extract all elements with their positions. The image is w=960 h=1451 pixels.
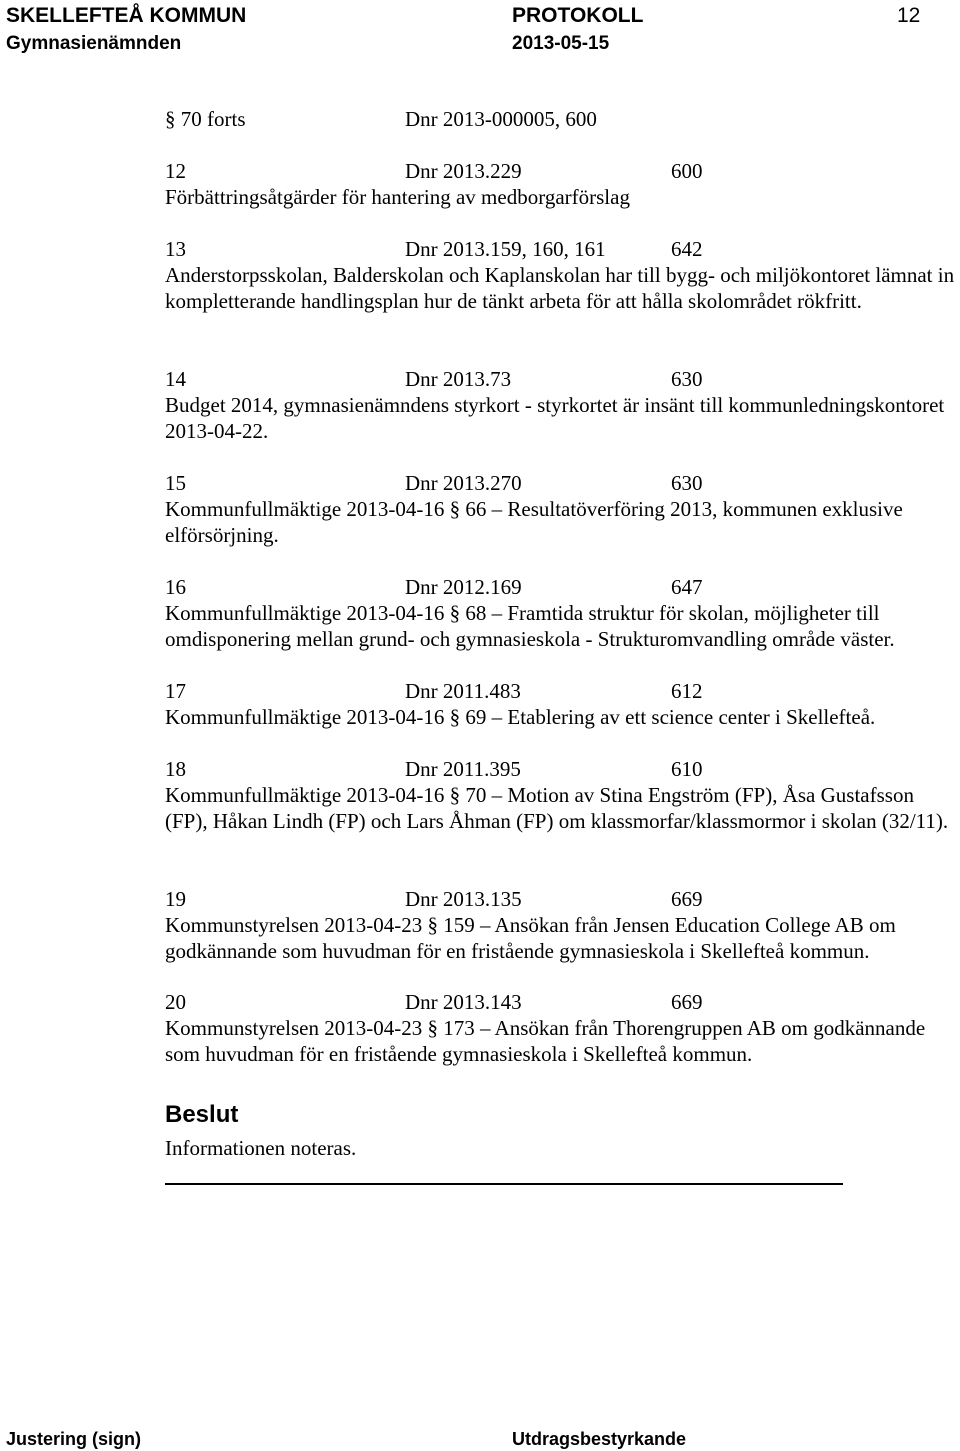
- list-item: [165, 886, 955, 964]
- item-code: 642: [671, 237, 703, 261]
- divider: [165, 1183, 843, 1185]
- item-dnr: Dnr 2013.159, 160, 161: [405, 237, 606, 261]
- item-number: 19: [165, 887, 186, 911]
- item-text: Budget 2014, gymnasienämndens styrkort - styrkortet är insänt till kommunledningskontoret 2013-04-22.: [165, 393, 945, 443]
- footer-justering: Justering (sign): [6, 1429, 142, 1449]
- item-code: 612: [671, 679, 703, 703]
- item-text: Kommunfullmäktige 2013-04-16 § 69 – Etablering av ett science center i Skellefteå.: [165, 705, 876, 729]
- continuation-text: 70 forts: [180, 107, 246, 131]
- org-name: SKELLEFTEÅ KOMMUN: [6, 4, 247, 27]
- list-item: [165, 158, 955, 210]
- list-item: [165, 989, 955, 1067]
- item-text: Kommunstyrelsen 2013-04-23 § 159 – Ansökan från Jensen Education College AB om godkännande som huvudman för en fristående gymnasieskola i Skellefteå kommun.: [165, 913, 896, 963]
- item-number: 15: [165, 471, 186, 495]
- item-code: 600: [671, 159, 703, 183]
- item-number: 18: [165, 757, 186, 781]
- footer-utdragsbestyrkande: Utdragsbestyrkande: [512, 1429, 687, 1449]
- item-text: Anderstorpsskolan, Balderskolan och Kaplanskolan har till bygg- och miljökontoret lämnat in kompletterande handlingsplan hur de tänkt arbeta för att hålla skolområdet rökfritt.: [165, 263, 955, 313]
- item-dnr: Dnr 2011.395: [405, 757, 521, 781]
- item-code: 669: [671, 887, 703, 911]
- item-dnr: Dnr 2013.270: [405, 471, 522, 495]
- item-dnr: Dnr 2011.483: [405, 679, 521, 703]
- item-number: 16: [165, 575, 186, 599]
- item-text: Kommunfullmäktige 2013-04-16 § 68 – Framtida struktur för skolan, möjligheter till omdisponering mellan grund- och gymnasieskola - Strukturomvandling område väster.: [165, 601, 895, 651]
- item-dnr: Dnr 2013.135: [405, 887, 522, 911]
- item-dnr: Dnr 2013.229: [405, 159, 522, 183]
- beslut-text: Informationen noteras.: [165, 1136, 357, 1160]
- item-text: Förbättringsåtgärder för hantering av medborgarförslag: [165, 185, 630, 209]
- list-item: [165, 470, 955, 548]
- item-number: 12: [165, 159, 186, 183]
- list-item: [165, 236, 955, 314]
- item-code: 669: [671, 990, 703, 1014]
- list-item: [165, 366, 955, 444]
- protocol-date: 2013-05-15: [512, 33, 610, 54]
- item-number: 20: [165, 990, 186, 1014]
- item-code: 610: [671, 757, 703, 781]
- item-text: Kommunfullmäktige 2013-04-16 § 70 – Motion av Stina Engström (FP), Åsa Gustafsson (FP), Håkan Lindh (FP) och Lars Åhman (FP) om klassmorfar/klassmormor i skolan (32/11).: [165, 783, 949, 833]
- item-code: 630: [671, 471, 703, 495]
- committee-name: Gymnasienämnden: [6, 33, 182, 54]
- list-item: [165, 756, 955, 834]
- continuation-label: [165, 106, 246, 132]
- doc-type: PROTOKOLL: [512, 4, 644, 27]
- list-item: [165, 678, 955, 730]
- item-dnr: Dnr 2013.143: [405, 990, 522, 1014]
- item-number: 17: [165, 679, 186, 703]
- continuation-dnr: Dnr 2013-000005, 600: [405, 107, 597, 131]
- section-sign: §: [165, 107, 176, 131]
- page-number: 12: [897, 4, 921, 27]
- item-text: Kommunfullmäktige 2013-04-16 § 66 – Resultatöverföring 2013, kommunen exklusive elförsörjning.: [165, 497, 903, 547]
- item-dnr: Dnr 2012.169: [405, 575, 522, 599]
- item-code: 630: [671, 367, 703, 391]
- item-text: Kommunstyrelsen 2013-04-23 § 173 – Ansökan från Thorengruppen AB om godkännande som huvudman för en fristående gymnasieskola i Skellefteå kommun.: [165, 1016, 926, 1066]
- item-code: 647: [671, 575, 703, 599]
- item-dnr: Dnr 2013.73: [405, 367, 512, 391]
- item-number: 13: [165, 237, 186, 261]
- item-number: 14: [165, 367, 186, 391]
- beslut-heading: Beslut: [165, 1101, 239, 1128]
- continuation-line: [165, 106, 955, 132]
- list-item: [165, 574, 955, 652]
